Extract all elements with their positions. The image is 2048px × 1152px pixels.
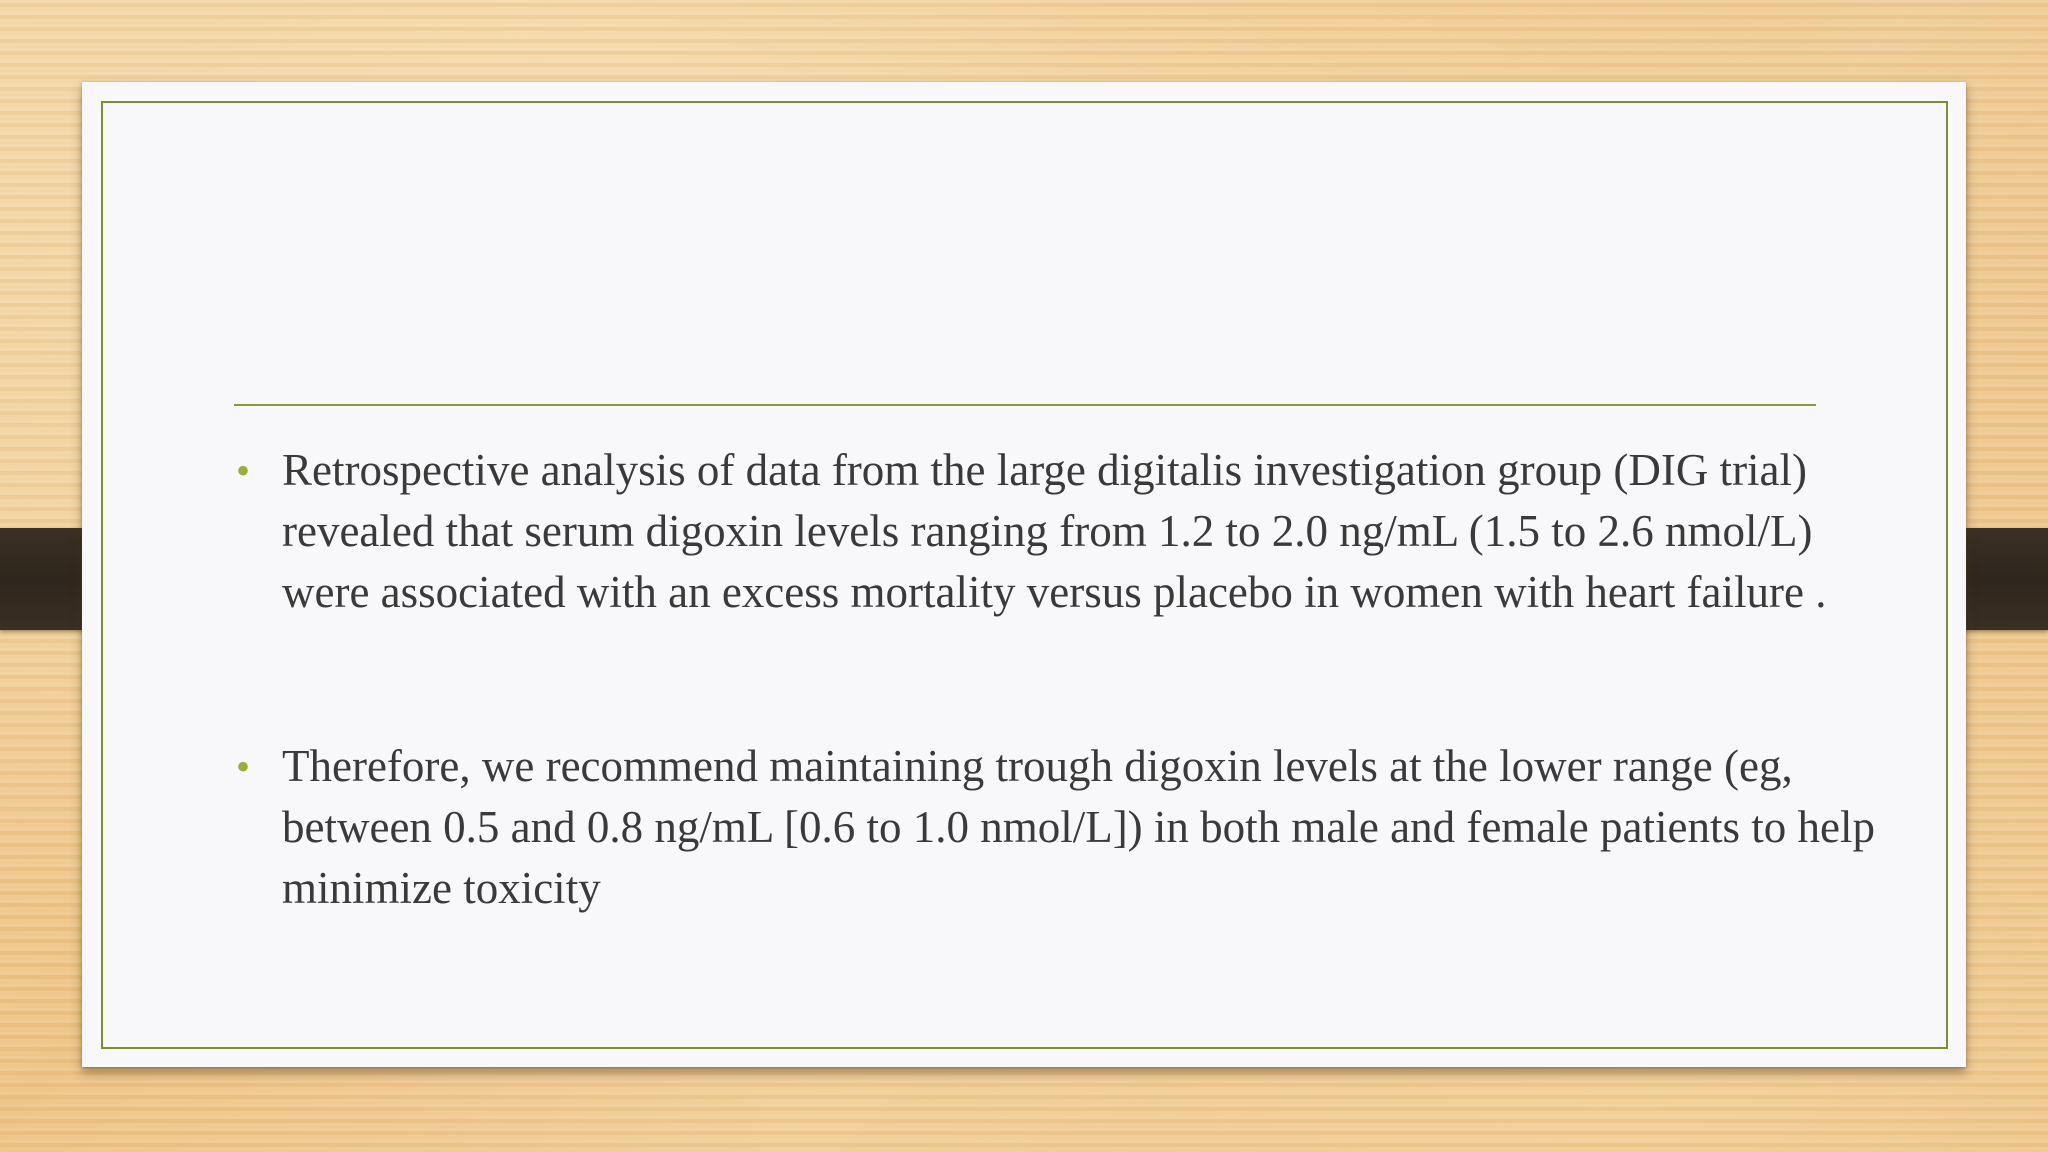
title-divider (234, 404, 1816, 406)
bullet-item-2 (234, 736, 1894, 919)
bullet-text-1: Retrospective analysis of data from the large digitalis investigation group (DIG trial) revealed that serum digoxin levels ranging from 1.2 to 2.0 ng/mL (1.5 to 2.6 nmol/L) were associated with an excess mortality versus placebo in women with heart failure . (282, 445, 1827, 617)
bullet-item-1 (234, 440, 1894, 623)
bullet-text-2: Therefore, we recommend maintaining trough digoxin levels at the lower range (eg, between 0.5 and 0.8 ng/mL [0.6 to 1.0 nmol/L]) in both male and female patients to help minimize toxicity (282, 741, 1875, 913)
slide-card (82, 82, 1966, 1067)
bullet-dot-icon: • (236, 448, 251, 493)
bullet-dot-icon: • (236, 744, 251, 789)
slide-body (234, 440, 1894, 919)
